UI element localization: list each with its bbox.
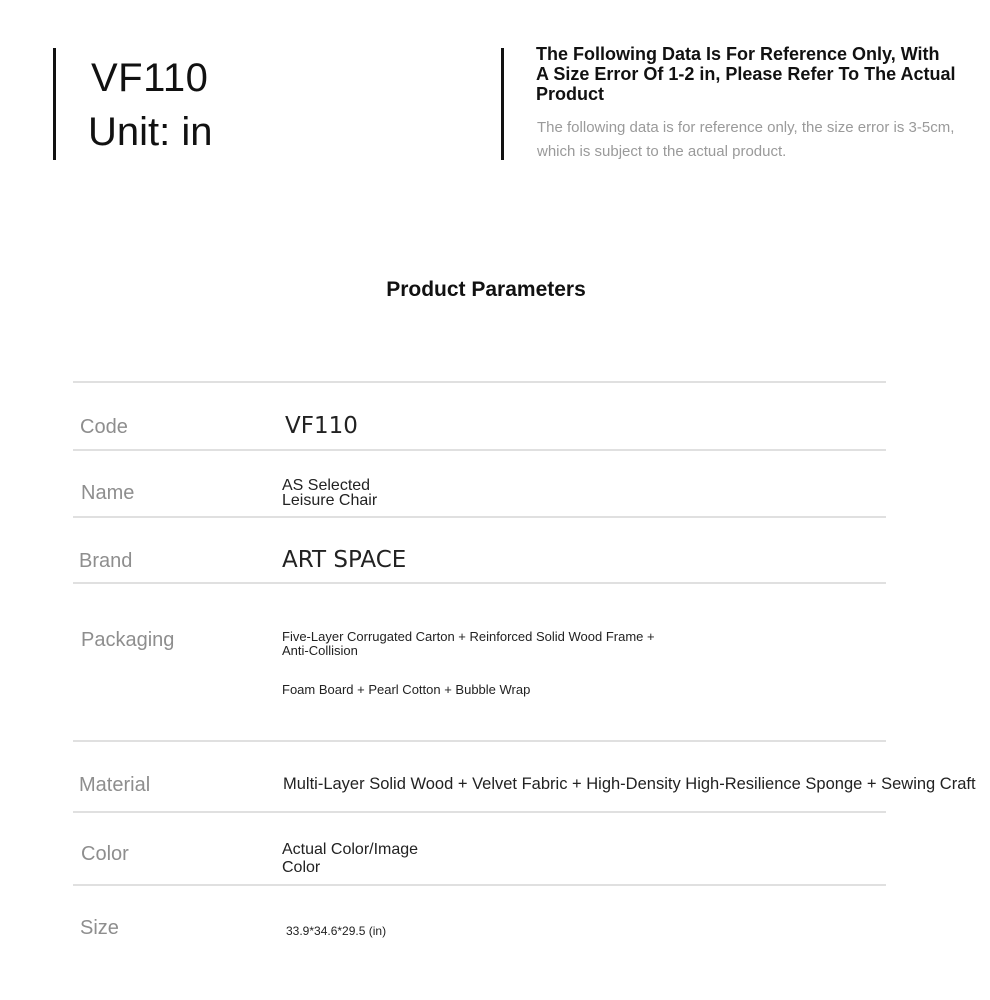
param-value-line: Leisure Chair bbox=[282, 492, 378, 509]
model-number: VF110 bbox=[91, 56, 209, 100]
param-value-line: AS Selected bbox=[282, 477, 371, 494]
param-value-line: Five-Layer Corrugated Carton + Reinforced Solid Wood Frame + bbox=[282, 629, 655, 644]
param-label: Brand bbox=[79, 550, 133, 572]
table-divider bbox=[73, 381, 886, 383]
param-value: ART SPACE bbox=[282, 547, 407, 573]
reference-note-subtitle: The following data is for reference only, the size error is 3-5cm, which is subject to the actual product. bbox=[537, 119, 955, 160]
param-value: 33.9*34.6*29.5 (in) bbox=[286, 924, 387, 938]
param-label: Color bbox=[81, 843, 129, 865]
param-value: VF110 bbox=[285, 413, 358, 439]
param-label: Name bbox=[81, 482, 135, 504]
table-divider bbox=[73, 884, 886, 886]
left-accent-bar bbox=[53, 48, 56, 160]
table-divider bbox=[73, 516, 886, 518]
param-value-line: Anti-Collision bbox=[282, 643, 358, 658]
right-accent-bar bbox=[501, 48, 504, 160]
param-label: Packaging bbox=[81, 629, 175, 651]
param-value-line: Actual Color/Image bbox=[282, 841, 419, 858]
param-value-line: Foam Board + Pearl Cotton + Bubble Wrap bbox=[282, 682, 531, 697]
param-value: Multi-Layer Solid Wood + Velvet Fabric + High-Density High-Resilience Sponge + Sewing Craft bbox=[283, 775, 976, 793]
section-title: Product Parameters bbox=[386, 278, 586, 301]
table-divider bbox=[73, 582, 886, 584]
table-divider bbox=[73, 449, 886, 451]
unit-label: Unit: in bbox=[88, 110, 213, 154]
table-divider bbox=[73, 811, 886, 813]
param-label: Code bbox=[80, 416, 128, 438]
param-value-line: Color bbox=[282, 859, 321, 876]
reference-note-title: The Following Data Is For Reference Only, With A Size Error Of 1-2 in, Please Refer To The Actual Product bbox=[536, 44, 956, 104]
param-label: Material bbox=[79, 774, 151, 796]
param-label: Size bbox=[80, 917, 119, 939]
table-divider bbox=[73, 740, 886, 742]
